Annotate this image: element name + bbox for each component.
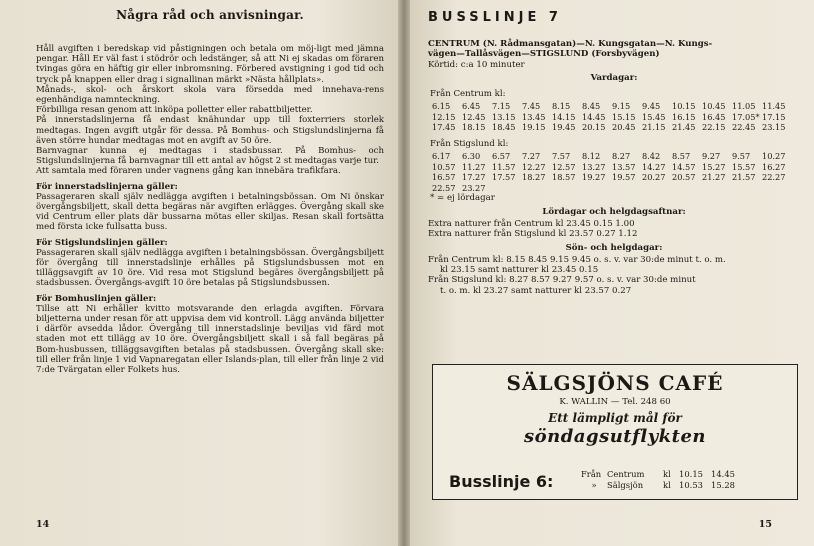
departure-time: 17.05* bbox=[732, 111, 760, 122]
departure-time: 14.45 bbox=[582, 111, 606, 122]
departure-time: 10.57 bbox=[432, 161, 456, 172]
departure-time: 11.05 bbox=[732, 101, 756, 112]
sunday-line: Från Centrum kl: 8.15 8.45 9.15 9.45 o. s. v. var 30:de minut t. o. m. bbox=[428, 254, 726, 265]
departure-time: 13.27 bbox=[582, 161, 606, 172]
ad-cell: Från bbox=[581, 469, 602, 479]
departure-time: 7.27 bbox=[522, 151, 541, 161]
departure-time: 20.15 bbox=[582, 122, 606, 133]
route-description: vägen—Tallåsvägen—STIGSLUND (Forsbyvägen) bbox=[428, 49, 660, 60]
ad-cell: Sälgsjön bbox=[607, 480, 644, 490]
ad-row bbox=[581, 469, 735, 480]
departure-time: 23.27 bbox=[462, 182, 486, 193]
route-title: BUSSLINJE 7 bbox=[428, 10, 562, 25]
departure-time: 19.45 bbox=[552, 122, 576, 133]
departure-time: 7.15 bbox=[492, 101, 511, 112]
ad-cell: Centrum bbox=[607, 469, 645, 479]
departure-time: 13.45 bbox=[522, 111, 546, 122]
departure-time: 22.57 bbox=[432, 182, 456, 193]
departure-time: 20.45 bbox=[612, 122, 636, 133]
ad-cell: 10.53 bbox=[679, 480, 703, 490]
timetable-row bbox=[432, 183, 800, 194]
saturday-line: Extra natturer från Centrum kl 23.45 0.15 1.00 bbox=[428, 218, 635, 229]
stigslund-timetable bbox=[428, 151, 800, 193]
departure-time: 15.15 bbox=[612, 111, 636, 122]
section-heading: För Stigslundslinjen gäller: bbox=[36, 237, 168, 248]
departure-time: 11.57 bbox=[492, 161, 516, 172]
section-text: Passageraren skall själv nedlägga avgiften i betalningsbössan. Om Ni önskar övergångsbiljett, skall detta begäras när avgiften erlägges. Övergång skall ske vid Centrum eller plats där bussarna mötas eller skiljas. Resan skall fortsätta med första icke fullsatta buss. bbox=[36, 191, 384, 233]
departure-time: 17.27 bbox=[462, 172, 486, 183]
departure-time: 8.45 bbox=[582, 101, 601, 112]
departure-time: 8.42 bbox=[642, 151, 661, 161]
departure-time: 12.27 bbox=[522, 161, 546, 172]
ad-row bbox=[581, 480, 735, 491]
paragraph: Håll avgiften i beredskap vid påstigningen och betala om möj-ligt med jämna pengar. Håll Er väl fast i stödrör och ledstänger, så att Ni ej skadas om föraren tvingas göra en häftig gir eller inbromsning. Förbered avstigning i god tid och tryck på knappen eller drag i signallinan märkt »Nästa hållplats». bbox=[36, 44, 384, 85]
section-text: Passageraren skall själv nedlägga avgiften i betalningsbössan. Övergångsbiljett för övergång till innerstadslinje erhålles på Stigslundsbussen mot en tilläggsavgift av 10 öre. Vid resa mot Stigslund begäres övergångsbiljett på stadsbussen. Övergångs-avgift 10 öre betalas på Stigslundsbussen. bbox=[36, 247, 384, 289]
timetable-row bbox=[432, 122, 800, 133]
ad-headline: söndagsutflykten bbox=[524, 426, 706, 447]
timetable-row bbox=[432, 101, 800, 112]
timetable-row bbox=[432, 172, 800, 183]
departure-time: 16.57 bbox=[432, 172, 456, 183]
departure-time: 11.45 bbox=[762, 101, 786, 112]
left-page bbox=[0, 0, 398, 546]
departure-time: 12.45 bbox=[462, 111, 486, 122]
departure-time: 18.27 bbox=[522, 172, 546, 183]
weekdays-heading: Vardagar: bbox=[590, 73, 638, 84]
timetable-row bbox=[432, 112, 800, 123]
departure-time: 7.45 bbox=[522, 101, 541, 112]
cafe-advertisement bbox=[432, 364, 798, 500]
departure-time: 6.17 bbox=[432, 151, 451, 161]
departure-time: 12.57 bbox=[552, 161, 576, 172]
departure-time: 6.57 bbox=[492, 151, 511, 161]
ad-cell: 14.45 bbox=[711, 469, 735, 479]
departure-time: 11.27 bbox=[462, 161, 486, 172]
departure-time: 18.45 bbox=[492, 122, 516, 133]
departure-time: 15.57 bbox=[732, 161, 756, 172]
departure-time: 17.57 bbox=[492, 172, 516, 183]
book-gutter bbox=[398, 0, 410, 546]
from-stigslund-label: Från Stigslund kl: bbox=[430, 139, 509, 149]
departure-time: 18.15 bbox=[462, 122, 486, 133]
departure-time: 8.27 bbox=[612, 151, 631, 161]
departure-time: 20.57 bbox=[672, 172, 696, 183]
departure-time: 22.15 bbox=[702, 122, 726, 133]
departure-time: 6.15 bbox=[432, 101, 451, 112]
paragraph: Månads-, skol- och årskort skola vara försedda med innehava-rens egenhändiga namnteckning. bbox=[36, 84, 384, 106]
departure-time: 19.57 bbox=[612, 172, 636, 183]
paragraph: Att samtala med föraren under vagnens gång kan innebära trafikfara. bbox=[36, 166, 341, 177]
departure-time: 17.15 bbox=[762, 111, 786, 122]
departure-time: 17.45 bbox=[432, 122, 456, 133]
section-text: Tillse att Ni erhåller kvitto motsvarande den erlagda avgiften. Förvara biljetterna under resan för att uppvisa dem vid kontroll. Lägg använda biljetter i därför avsedda lådor. Övergång till innerstadslinje beviljas vid färd mot staden mot ett tillägg av 10 öre. Övergångsbiljett skall i så fall begäras på Bom-husbussen, tilläggsavgiften betalas på stadsbussen. Övergång skall ske: till eller från linje 1 vid Vapnaregatan eller Islands-plan, till eller från linje 2 vid 7:de Tvärgatan eller Folkets hus. bbox=[36, 303, 384, 376]
departure-time: 19.27 bbox=[582, 172, 606, 183]
departure-time: 14.57 bbox=[672, 161, 696, 172]
ad-owner: K. WALLIN — Tel. 248 60 bbox=[559, 397, 671, 407]
departure-time: 9.15 bbox=[612, 101, 631, 112]
ad-cell: kl bbox=[663, 469, 671, 479]
ad-cell: 10.15 bbox=[679, 469, 703, 479]
page-title: Några råd och anvisningar. bbox=[116, 8, 304, 22]
departure-time: 14.15 bbox=[552, 111, 576, 122]
departure-time: 6.45 bbox=[462, 101, 481, 112]
departure-time: 10.15 bbox=[672, 101, 696, 112]
right-page bbox=[410, 0, 814, 546]
footnote: * = ej lördagar bbox=[430, 193, 495, 204]
departure-time: 10.45 bbox=[702, 101, 726, 112]
departure-time: 15.27 bbox=[702, 161, 726, 172]
ad-bus-line: Busslinje 6: bbox=[449, 472, 554, 491]
departure-time: 16.27 bbox=[762, 161, 786, 172]
departure-time: 13.57 bbox=[612, 161, 636, 172]
section-heading: För Bomhuslinjen gäller: bbox=[36, 293, 157, 304]
section-heading: För innerstadslinjerna gäller: bbox=[36, 181, 178, 192]
departure-time: 7.57 bbox=[552, 151, 571, 161]
centrum-timetable bbox=[428, 101, 800, 133]
departure-time: 9.57 bbox=[732, 151, 751, 161]
sunday-line: Från Stigslund kl: 8.27 8.57 9.27 9.57 o. s. v. var 30:de minut bbox=[428, 275, 696, 286]
departure-time: 13.15 bbox=[492, 111, 516, 122]
paragraph: Förbilliga resan genom att inköpa polletter eller rabattbiljetter. bbox=[36, 105, 313, 116]
departure-time: 8.12 bbox=[582, 151, 601, 161]
timetable-row bbox=[432, 151, 800, 162]
departure-time: 14.27 bbox=[642, 161, 666, 172]
departure-time: 23.15 bbox=[762, 122, 786, 133]
departure-time: 15.45 bbox=[642, 111, 666, 122]
saturday-line: Extra natturer från Stigslund kl 23.57 0.27 1.12 bbox=[428, 229, 638, 240]
departure-time: 21.45 bbox=[672, 122, 696, 133]
ad-cell: » bbox=[591, 480, 597, 490]
departure-time: 21.27 bbox=[702, 172, 726, 183]
route-description: CENTRUM (N. Rådmansgatan)—N. Kungsgatan—N. Kungs- bbox=[428, 39, 713, 49]
departure-time: 20.27 bbox=[642, 172, 666, 183]
departure-time: 21.15 bbox=[642, 122, 666, 133]
sunday-line: kl 23.15 samt natturer kl 23.45 0.15 bbox=[440, 265, 599, 275]
departure-time: 21.57 bbox=[732, 172, 756, 183]
departure-time: 10.27 bbox=[762, 151, 786, 161]
travel-time: Körtid: c:a 10 minuter bbox=[428, 59, 525, 70]
sunday-line: t. o. m. kl 23.27 samt natturer kl 23.57 0.27 bbox=[440, 285, 632, 296]
departure-time: 16.45 bbox=[702, 111, 726, 122]
departure-time: 22.45 bbox=[732, 122, 756, 133]
departure-time: 16.15 bbox=[672, 111, 696, 122]
departure-time: 12.15 bbox=[432, 111, 456, 122]
departure-time: 9.45 bbox=[642, 101, 661, 112]
departure-time: 9.27 bbox=[702, 151, 721, 161]
departure-time: 6.30 bbox=[462, 151, 481, 161]
timetable-row bbox=[432, 162, 800, 173]
saturday-heading: Lördagar och helgdagsaftnar: bbox=[542, 206, 686, 217]
page-number: 15 bbox=[758, 519, 772, 530]
ad-title: SÄLGSJÖNS CAFÉ bbox=[506, 371, 724, 395]
departure-time: 19.15 bbox=[522, 122, 546, 133]
ad-timetable bbox=[581, 469, 735, 491]
ad-slogan: Ett lämpligt mål för bbox=[548, 411, 682, 425]
ad-cell: 15.28 bbox=[711, 480, 735, 490]
departure-time: 22.27 bbox=[762, 172, 786, 183]
paragraph: På innerstadslinjerna få endast knähundar upp till foxterriers storlek medtagas. Ingen avgift utgår för dessa. På Bomhus- och Stigslundslinjerna få även större hundar medtagas mot en avgift av 50 öre. bbox=[36, 115, 384, 146]
departure-time: 8.15 bbox=[552, 101, 571, 112]
sunday-heading: Sön- och helgdagar: bbox=[565, 242, 663, 253]
ad-cell: kl bbox=[663, 480, 671, 490]
departure-time: 8.57 bbox=[672, 151, 691, 161]
page-number: 14 bbox=[36, 519, 50, 530]
paragraph: Barnvagnar kunna ej medtagas i stadsbussar. På Bomhus- och Stigslundslinjerna få barnvagnar till ett antal av högst 2 st medtagas varje tur. bbox=[36, 146, 384, 167]
departure-time: 18.57 bbox=[552, 172, 576, 183]
from-centrum-label: Från Centrum kl: bbox=[430, 89, 506, 100]
